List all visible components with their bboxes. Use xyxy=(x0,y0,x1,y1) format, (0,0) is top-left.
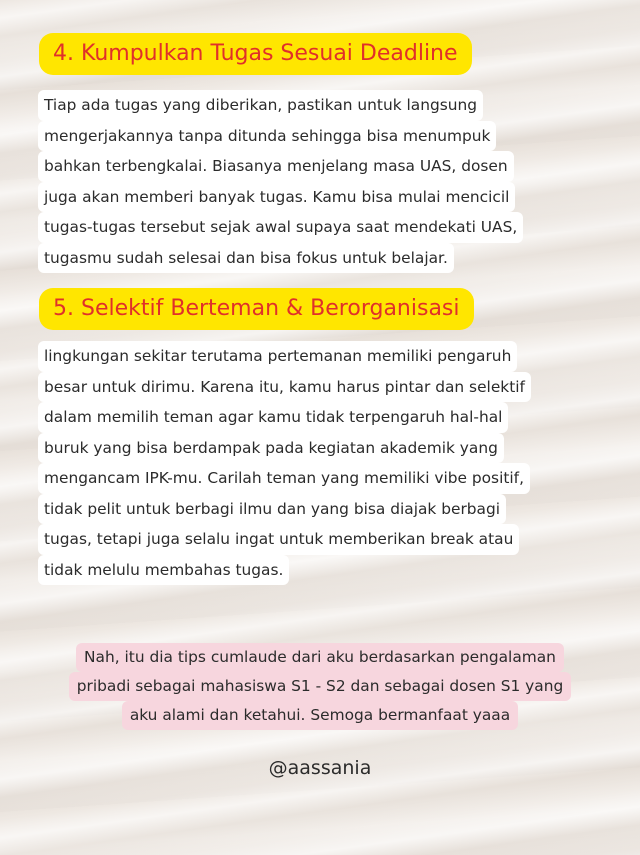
paragraph-line: dalam memilih teman agar kamu tidak terpengaruh hal-hal xyxy=(38,402,508,433)
paragraph-line: tugas, tetapi juga selalu ingat untuk memberikan break atau xyxy=(38,524,519,555)
paragraph-line: mengancam IPK-mu. Carilah teman yang memiliki vibe positif, xyxy=(38,463,530,494)
section-4-paragraph xyxy=(44,90,523,273)
paragraph-line: besar untuk dirimu. Karena itu, kamu harus pintar dan selektif xyxy=(38,372,531,403)
paragraph-line: tidak melulu membahas tugas. xyxy=(38,555,289,586)
author-handle: @aassania xyxy=(268,757,372,779)
paragraph-line: mengerjakannya tanpa ditunda sehingga bisa menumpuk xyxy=(38,121,496,152)
section-4-heading: 4. Kumpulkan Tugas Sesuai Deadline xyxy=(39,33,472,75)
closing-line: aku alami dan ketahui. Semoga bermanfaat yaaa xyxy=(122,701,518,730)
paragraph-line: tidak pelit untuk berbagi ilmu dan yang bisa diajak berbagi xyxy=(38,494,506,525)
paragraph-line: bahkan terbengkalai. Biasanya menjelang masa UAS, dosen xyxy=(38,151,514,182)
paragraph-line: tugasmu sudah selesai dan bisa fokus untuk belajar. xyxy=(38,243,454,274)
paragraph-line: juga akan memberi banyak tugas. Kamu bisa mulai mencicil xyxy=(38,182,515,213)
paragraph-line: lingkungan sekitar terutama pertemanan memiliki pengaruh xyxy=(38,341,517,372)
section-5-heading: 5. Selektif Berteman & Berorganisasi xyxy=(39,288,474,330)
paragraph-line: buruk yang bisa berdampak pada kegiatan akademik yang xyxy=(38,433,504,464)
closing-line: Nah, itu dia tips cumlaude dari aku berdasarkan pengalaman xyxy=(76,643,564,672)
paragraph-line: Tiap ada tugas yang diberikan, pastikan untuk langsung xyxy=(38,90,483,121)
closing-note xyxy=(40,643,600,730)
closing-line: pribadi sebagai mahasiswa S1 - S2 dan sebagai dosen S1 yang xyxy=(69,672,572,701)
section-5-paragraph xyxy=(44,341,531,585)
paragraph-line: tugas-tugas tersebut sejak awal supaya saat mendekati UAS, xyxy=(38,212,523,243)
